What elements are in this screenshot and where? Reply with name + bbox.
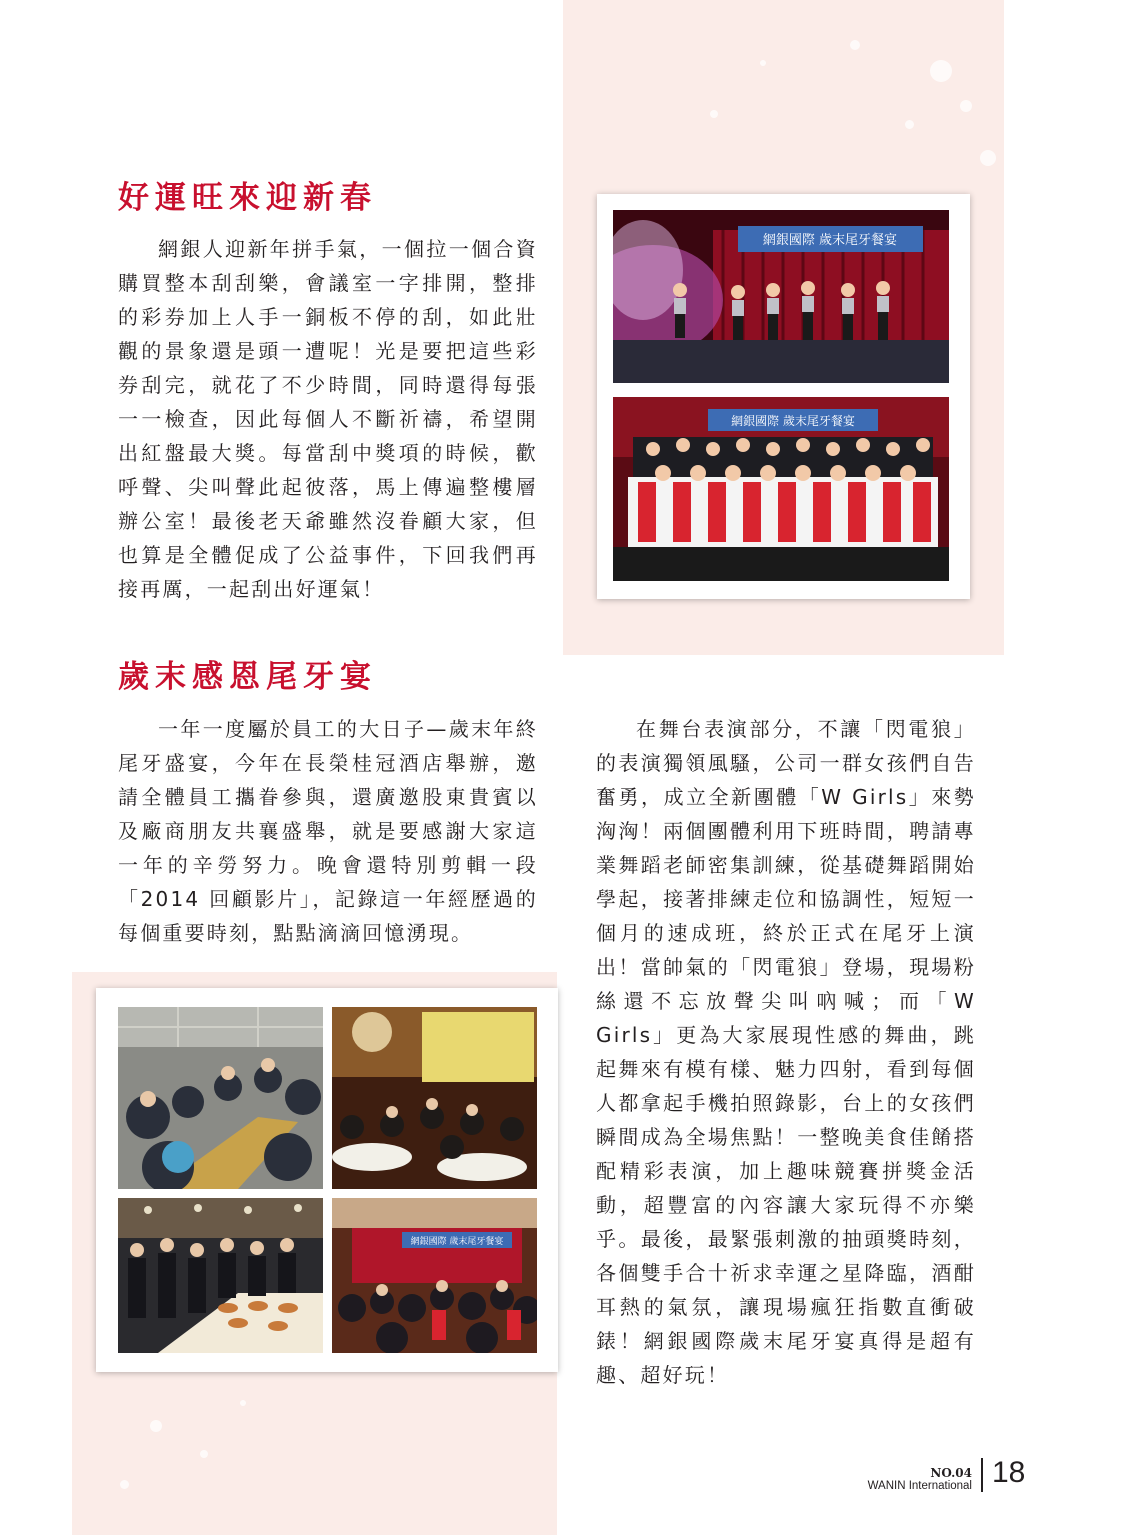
stage-banner-text: 網銀國際 歲末尾牙餐宴 [762,233,898,248]
section-heading-year-end-party: 歲末感恩尾牙宴 [118,659,377,695]
bokeh-dot [905,120,914,129]
year-end-party-performance: 在舞台表演部分，不讓「閃電狼」的表演獨領風騷，公司一群女孩們自告奮勇，成立全新團體「W Girls」來勢洶洶！兩個團體利用下班時間，聘請專業舞蹈老師密集訓練，從基礎舞蹈開始學起，接著排練走位和協調性，短短一個月的速成班，終於正式在尾牙上演出！當帥氣的「閃電狼」登場，現場粉絲還不忘放聲尖叫吶喊；而「W Girls」更為大家展現性感的舞曲，跳起舞來有模有樣、魅力四射，看到每個人都拿起手機拍照錄影，台上的女孩們瞬間成為全場焦點！一整晚美食佳餚搭配精彩表演，加上趣味競賽拼獎金活動，超豐富的內容讓大家玩得不亦樂乎。最後，最緊張刺激的抽頭獎時刻，各個雙手合十祈求幸運之星降臨，酒酣耳熱的氣氛，讓現場瘋狂指數直衝破錶！網銀國際歲末尾牙宴真得是超有趣、超好玩！ [596,717,976,1387]
bokeh-dot [930,60,952,82]
section-heading-new-year: 好運旺來迎新春 [118,180,377,216]
page-number: 18 [992,1456,1026,1489]
bokeh-dot [710,110,718,118]
year-end-party-intro: 一年一度屬於員工的大日子—歲末年終尾牙盛宴，今年在長榮桂冠酒店舉辦，邀請全體員工攜眷參與，還廣邀股東貴賓以及廠商朋友共襄盛舉，就是要感謝大家這一年的辛勞努力。晚會還特別剪輯一段「2014 回顧影片」，記錄這一年經歷過的每個重要時刻，點點滴滴回憶湧現。 [118,717,538,945]
bokeh-dot [760,60,766,66]
photo-stage-dance [613,210,949,383]
bokeh-dot [120,1480,129,1489]
page-footer [820,1458,1040,1498]
bokeh-dot [960,100,972,112]
new-year-paragraph: 網銀人迎新年拼手氣，一個拉一個合資購買整本刮刮樂，會議室一字排開，整排的彩券加上人手一銅板不停的刮，如此壯觀的景象還是頭一遭呢！光是要把這些彩券刮完，就花了不少時間，同時還得每張一一檢查，因此每個人不斷祈禱，希望開出紅盤最大獎。每當刮中獎項的時候，歡呼聲、尖叫聲此起彼落，馬上傳遍整樓層辦公室！最後老天爺雖然沒眷顧大家，但也算是全體促成了公益事件，下回我們再接再厲，一起刮出好運氣！ [118,237,538,601]
photo-buffet-line [118,1198,323,1353]
group-banner-text: 網銀國際 歲末尾牙餐宴 [731,414,855,428]
photo-lottery-scratching [118,1007,323,1189]
photo-banquet-hall [332,1007,537,1189]
bokeh-dot [150,1420,162,1432]
bokeh-dot [200,1450,208,1458]
banquet-banner-text: 網銀國際 歲末尾牙餐宴 [410,1237,504,1247]
photo-group-stage [613,397,949,581]
issue-number: NO.04 [930,1466,972,1480]
photo-party-dance-floor [332,1198,537,1353]
bokeh-dot [240,1400,246,1406]
bokeh-dot [980,150,996,166]
magazine-brand: WANIN International [867,1480,972,1492]
photo-frame-collage [96,988,558,1372]
photo-frame-top [597,194,970,599]
bokeh-dot [850,40,860,50]
footer-divider [981,1458,983,1492]
